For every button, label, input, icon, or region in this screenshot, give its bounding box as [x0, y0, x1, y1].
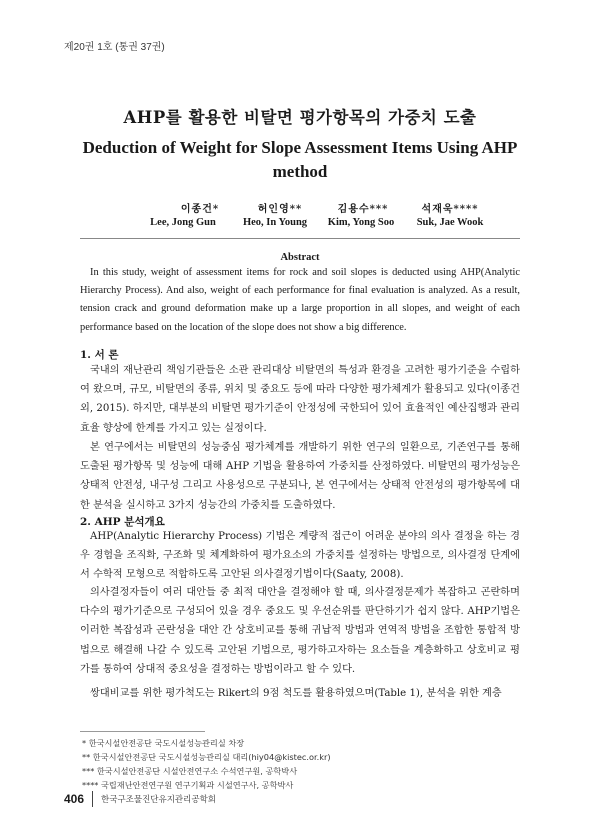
author-1-ko: 이종건*: [180, 204, 220, 215]
author-4-ko: 석재욱****: [421, 204, 479, 215]
footnote-4: **** 국립재난안전연구원 연구기획과 시설연구사, 공학박사: [82, 780, 294, 790]
author-names-english: [0, 217, 600, 234]
footer-separator: [92, 791, 93, 807]
author-3-en: Kim, Yong Soo: [327, 217, 395, 228]
section-1-paragraph-2: 본 연구에서는 비탈면의 성능중심 평가체계를 개발하기 위한 연구의 일환으로, 기존연구를 통해 도출된 평가항목 및 성능에 대해 AHP 기법을 활용하여 가중치를 산정하였다. 비탈면의 평가성능은 상태적 안전성, 내구성 그리고 사용성으로 구분되나, 본 연구에서는 상태적 안전성의 평가항목에 대한 분석을 실시하고 3가지 성능간의 가중치를 도출하였다.: [80, 442, 520, 511]
author-block: [0, 200, 600, 234]
author-3-ko: 김용수***: [337, 204, 389, 215]
title-english: Deduction of Weight for Slope Assessment Items Using AHP method: [82, 138, 518, 181]
footnote-2: ** 한국시설안전공단 국도시설성능관리실 대리(hiy04@kistec.or.kr): [82, 752, 331, 762]
author-2-ko: 허인영**: [257, 204, 303, 215]
footnote-3: *** 한국시설안전공단 시설안전연구소 수석연구원, 공학박사: [82, 766, 298, 776]
author-4-en: Suk, Jae Wook: [416, 217, 484, 228]
abstract-body: In this study, weight of assessment items for rock and soil slopes is deducted using AHP(Analytic Hierarchy Process). And also, weight of each performance for final evaluation is analyzed. As a result, tension crack and ground deformation make up a large proportion in all slopes, and weight of each performance based on the location of the slope does not show a big difference.: [80, 267, 520, 333]
title-divider: [80, 238, 520, 239]
title-korean: AHP를 활용한 비탈면 평가항목의 가중치 도출: [123, 108, 477, 127]
section-2-paragraph-3: 쌍대비교를 위한 평가척도는 Rikert의 9점 척도를 활용하였으며(Table 1), 분석을 위한 계층: [90, 688, 502, 699]
section-2-paragraph-2: 의사결정자들이 여러 대안들 중 최적 대안을 결정해야 할 때, 의사결정문제가 복잡하고 곤란하며 다수의 평가기준으로 구성되어 있을 경우 중요도 및 우선순위를 판단하기가 쉽지 않다. AHP기법은 이러한 복잡성과 곤란성을 대안 간 상호비교를 통해 귀납적 방법과 연역적 방법을 조합한 통합적 방법으로 해결해 나갈 수 있도록 고안된 기법으로, 평가하고자하는 요소들을 계층화하고 상호비교 평가를 통하여 상대적 중요성을 결정하는 방법이라고 할 수 있다.: [80, 587, 520, 675]
journal-name: 한국구조물진단유지관리공학회: [101, 795, 216, 805]
author-names-korean: [0, 200, 600, 217]
running-header: 제20권 1호 (통권 37권): [64, 42, 165, 53]
section-1-paragraph-1: 국내의 재난관리 책임기관들은 소관 관리대상 비탈면의 특성과 환경을 고려한 평가기준을 수립하여 왔으며, 규모, 비탈면의 종류, 위치 및 중요도 등에 따라 다양한 평가체계가 활용되고 있다(이종건 외, 2015). 하지만, 대부분의 비탈면 평가기준이 안정성에 국한되어 있어 효율적인 예산집행과 관리효율 향상에 한계를 가지고 있는 실정이다.: [80, 365, 520, 434]
section-2-paragraph-1: AHP(Analytic Hierarchy Process) 기법은 계량적 접근이 어려운 분야의 의사 결정을 하는 경우 경험을 조직화, 구조화 및 체계화하여 평가요소의 가중치를 설정하는 방법으로, 의사결정 단계에서 수학적 모형으로 적합하도록 고안된 의사결정기법이다(Saaty, 2008).: [80, 531, 520, 581]
abstract-heading: Abstract: [280, 252, 320, 263]
author-2-en: Heo, In Young: [242, 217, 308, 228]
footnotes: [82, 736, 331, 792]
author-1-en: Lee, Jong Gun: [150, 217, 216, 228]
page-footer: [64, 791, 216, 807]
footnote-divider: [80, 731, 205, 732]
footnote-1: * 한국시설안전공단 국도시설성능관리실 차장: [82, 738, 245, 748]
section-1-heading: 1. 서 론: [80, 349, 119, 361]
page-number: 406: [64, 792, 85, 806]
section-2-heading: 2. AHP 분석개요: [80, 516, 165, 528]
